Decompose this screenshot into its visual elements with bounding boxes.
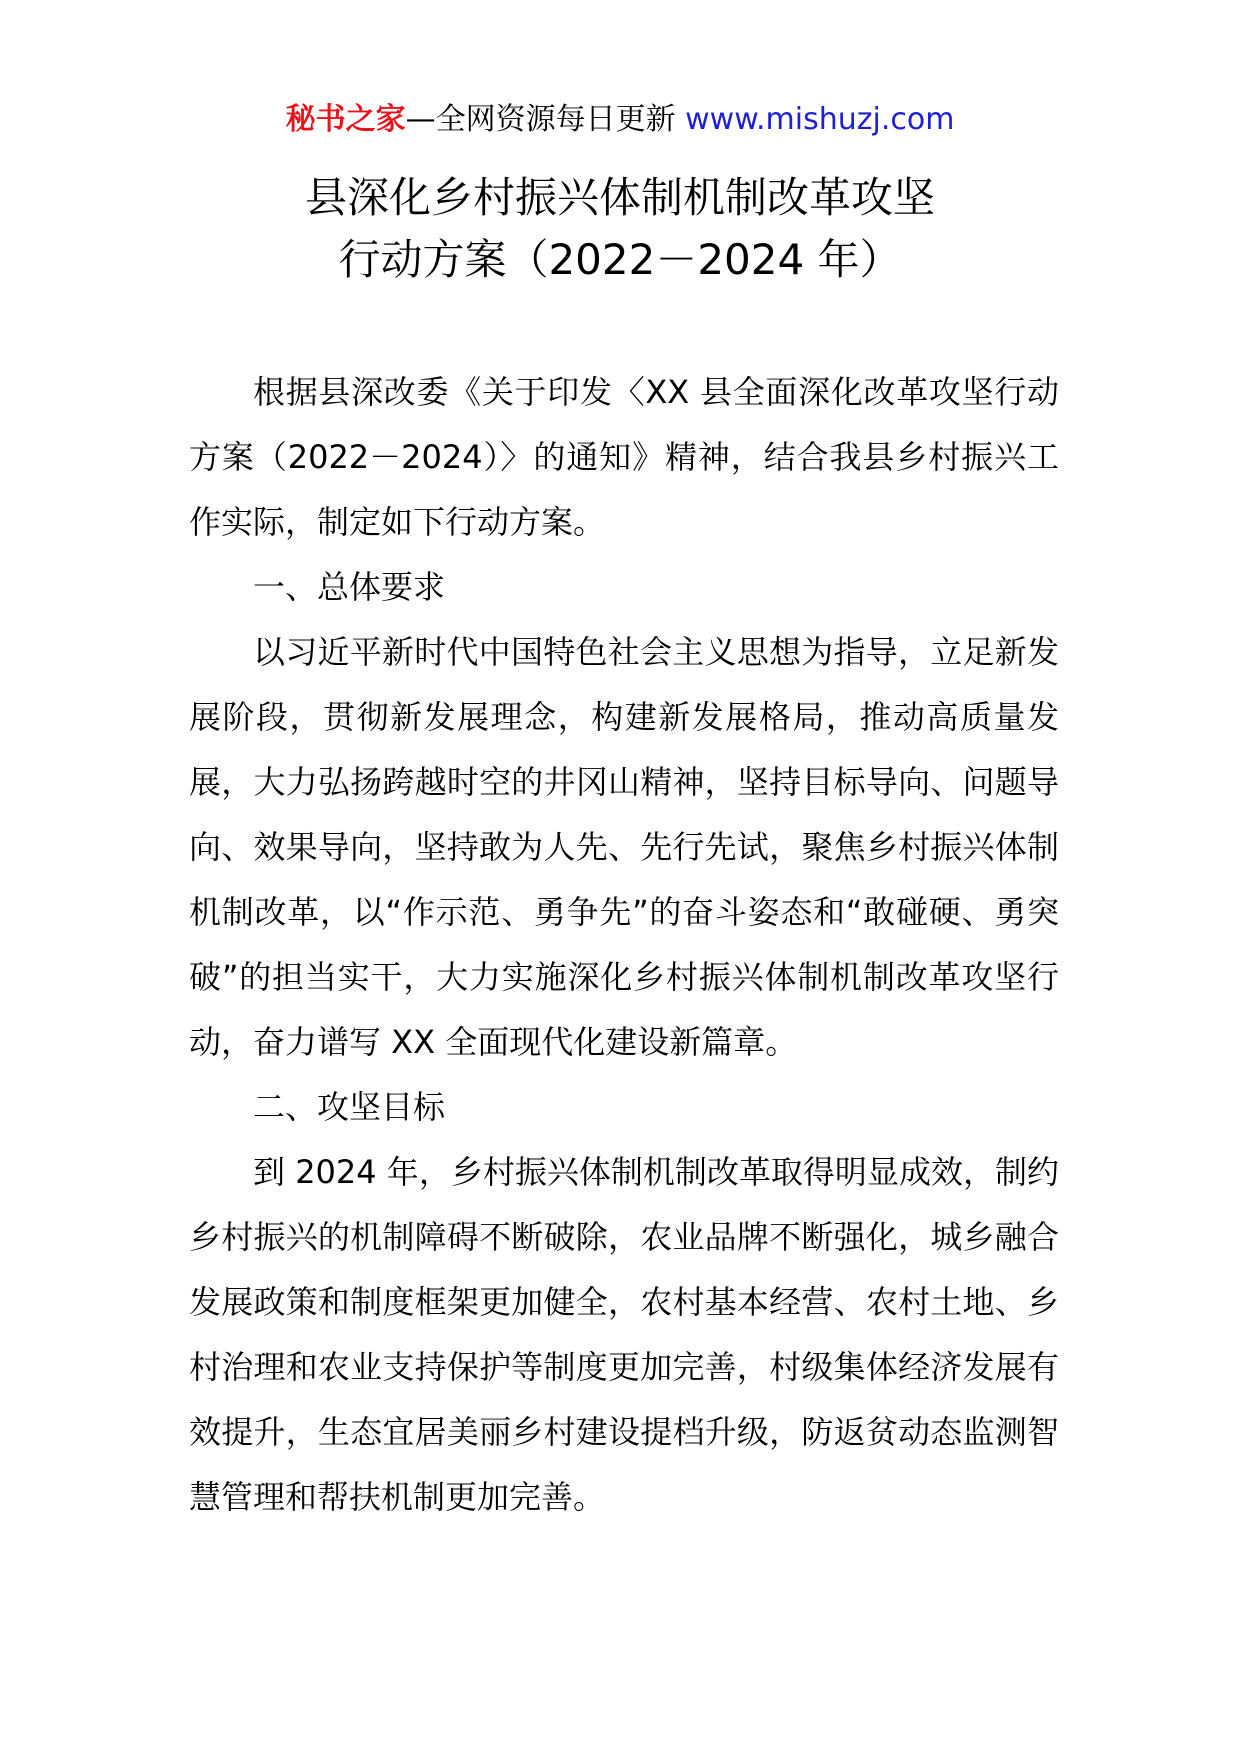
body-paragraph: 以习近平新时代中国特色社会主义思想为指导，立足新发展阶段，贯彻新发展理念，构建新发展格局，推动高质量发展，大力弘扬跨越时空的井冈山精神，坚持目标导向、问题导向、效果导向，坚持敢为人先、先行先试，聚焦乡村振兴体制机制改革，以“作示范、勇争先”的奋斗姿态和“敢碰硬、勇突破”的担当实干，大力实施深化乡村振兴体制机制改革攻坚行动，奋力谱写 XX 全面现代化建设新篇章。: [189, 633, 1059, 1061]
banner-slogan: —全网资源每日更新: [405, 102, 686, 137]
section-heading-general-requirements: 一、总体要求: [253, 568, 446, 606]
intro-paragraph: 根据县深改委《关于印发〈XX 县全面深化改革攻坚行动方案（2022－2024）〉的通知》精神，结合我县乡村振兴工作实际，制定如下行动方案。: [189, 373, 1059, 541]
site-banner: [0, 100, 1240, 140]
body-paragraph: 到 2024 年，乡村振兴体制机制改革取得明显成效，制约乡村振兴的机制障碍不断破除，农业品牌不断强化，城乡融合发展政策和制度框架更加健全，农村基本经营、农村土地、乡村治理和农业支持保护等制度更加完善，村级集体经济发展有效提升，生态宜居美丽乡村建设提档升级，防返贫动态监测智慧管理和帮扶机制更加完善。: [189, 1153, 1059, 1516]
document-body: [189, 360, 1059, 1530]
section-heading-goals: 二、攻坚目标: [253, 1088, 446, 1126]
document-title-line-1: 县深化乡村振兴体制机制改革攻坚: [304, 173, 935, 222]
brand-name: 秘书之家: [285, 102, 406, 137]
site-url-link[interactable]: www.mishuzj.com: [685, 102, 955, 137]
document-title-line-2: 行动方案（2022－2024 年）: [338, 235, 902, 284]
